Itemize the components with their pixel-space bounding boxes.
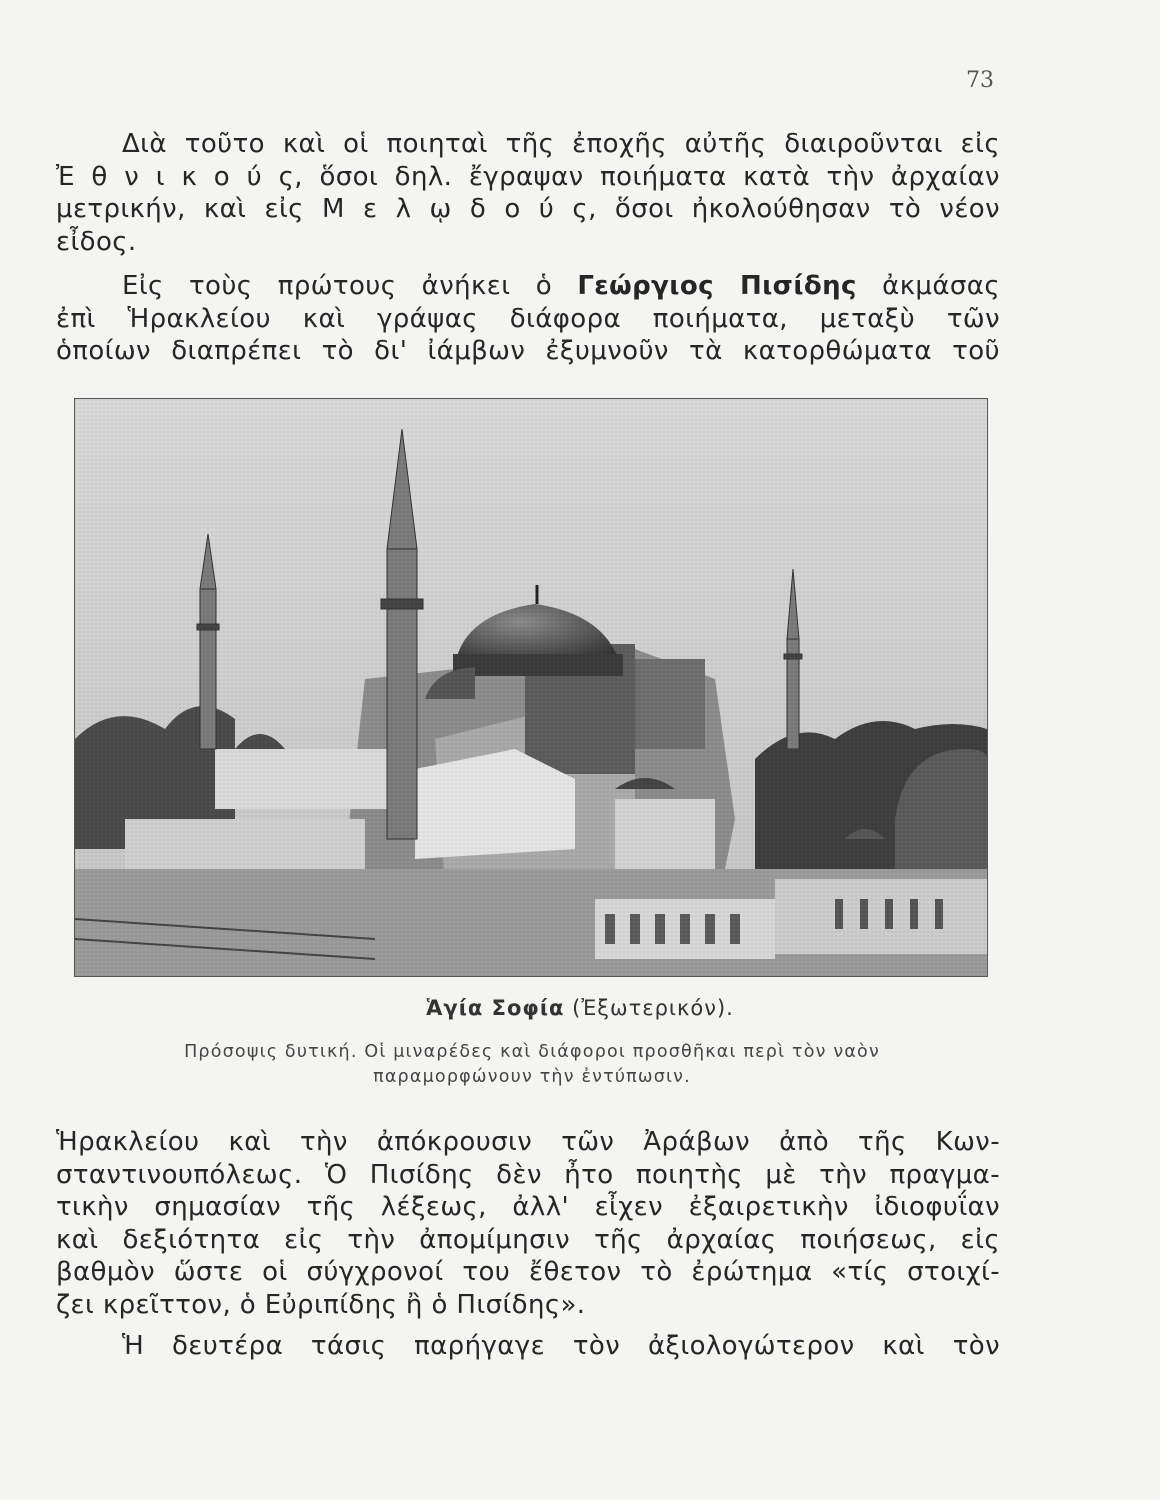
paragraph-georgios-pisides — [56, 270, 1000, 368]
page-number: 73 — [966, 68, 994, 93]
text-line — [56, 270, 1000, 303]
text-line: καὶ δεξιότητα εἰς τὴν ἀπομίμησιν τῆς ἀρχαίας ποιήσεως, εἰς — [56, 1224, 1000, 1255]
text-segment: Εἰς τοὺς πρώτους ἀνήκει ὁ — [122, 271, 553, 301]
text-line: τικὴν σημασίαν τῆς λέξεως, ἀλλ' εἶχεν ἐξαιρετικὴν ἰδιοφυΐαν — [56, 1192, 1000, 1222]
figure-note-line: Πρόσοψις δυτική. Οἱ μιναρέδες καὶ διάφοροι προσθῆκαι περὶ τὸν ναὸν — [184, 1042, 880, 1062]
figure-note-line: παραμορφώνουν τὴν ἐντύπωσιν. — [373, 1067, 691, 1087]
text-line: ζει κρεῖττον, ὁ Εὐριπίδης ἢ ὁ Πισίδης». — [56, 1289, 586, 1320]
paragraph-pisides-evaluation — [56, 1126, 1000, 1321]
hagia-sophia-photograph — [74, 398, 988, 977]
text-line: Ἐ θ ν ι κ ο ύ ς, ὅσοι δηλ. ἔγραψαν ποιήματα κατὰ τὴν ἀρχαίαν — [56, 161, 1000, 192]
hagia-sophia-illustration — [75, 399, 987, 976]
text-line: Ἡρακλείου καὶ τὴν ἀπόκρουσιν τῶν Ἀράβων ἀπὸ τῆς Κων- — [56, 1127, 1000, 1157]
text-line: βαθμὸν ὥστε οἱ σύγχρονοί του ἔθετον τὸ ἐρώτημα «τίς στοιχί- — [56, 1257, 1000, 1287]
text-line: μετρικήν, καὶ εἰς Μ ε λ ῳ δ ο ύ ς, ὅσοι ἠκολούθησαν τὸ νέον — [56, 194, 1000, 224]
paragraph-second-tendency — [56, 1330, 1000, 1363]
person-name: Γεώργιος Πισίδης — [577, 271, 857, 301]
text-line: σταντινουπόλεως. Ὁ Πισίδης δὲν ἦτο ποιητὴς μὲ τὴν πραγμα- — [56, 1159, 1000, 1190]
text-line: ὁποίων διαπρέπει τὸ δι' ἰάμβων ἐξυμνοῦν τὰ κατορθώματα τοῦ — [56, 336, 1000, 366]
figure-title-main: Ἁγία Σοφία — [426, 996, 565, 1020]
text-line: εἶδος. — [56, 226, 137, 257]
figure-note — [76, 1040, 988, 1090]
text-line: Διὰ τοῦτο καὶ οἱ ποιηταὶ τῆς ἐποχῆς αὐτῆς διαιροῦνται εἰς — [122, 129, 1000, 159]
text-segment: ἀκμάσας — [882, 271, 1000, 301]
paragraph-poets-classification — [56, 128, 1000, 258]
text-line: Ἡ δευτέρα τάσις παρήγαγε τὸν ἀξιολογώτερον καὶ τὸν — [122, 1331, 1000, 1361]
figure-title — [0, 996, 1160, 1020]
text-line: ἐπὶ Ἡρακλείου καὶ γράψας διάφορα ποιήματα, μεταξὺ τῶν — [56, 303, 1000, 334]
figure-title-parenthetical: (Ἐξωτερικόν). — [572, 996, 734, 1020]
